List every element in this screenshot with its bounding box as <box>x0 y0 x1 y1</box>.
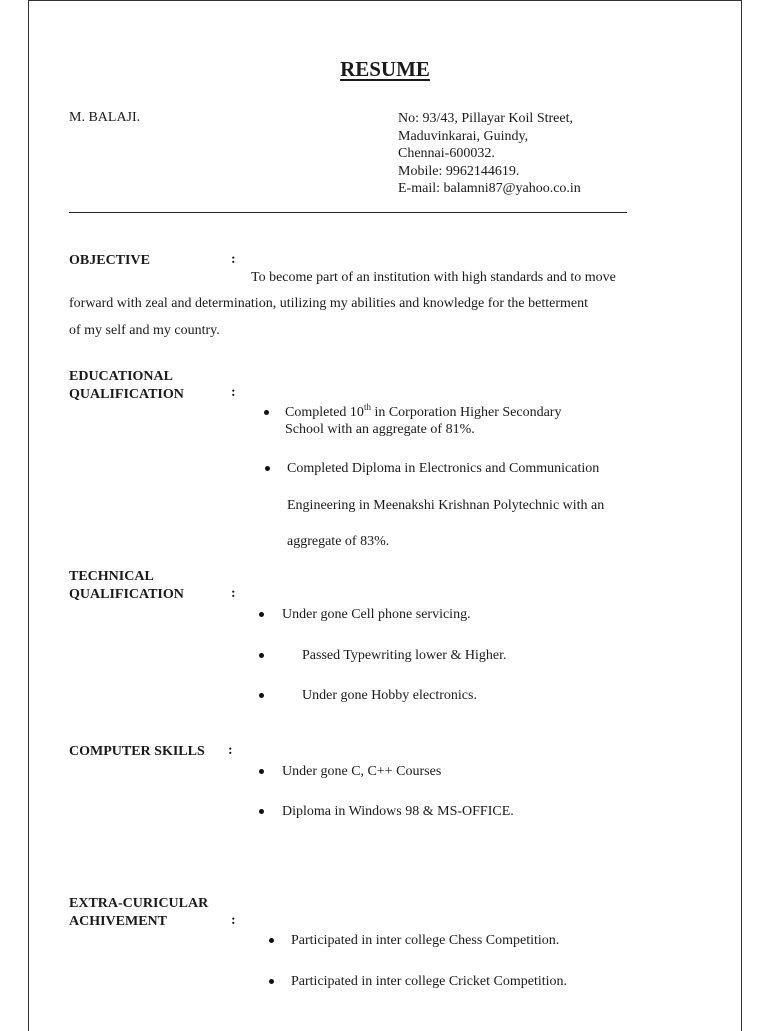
bullet-icon <box>259 653 264 658</box>
education-item-line: aggregate of 83%. <box>287 534 390 549</box>
computer-skill-item: Under gone C, C++ Courses <box>282 764 442 779</box>
education-item: Completed 10th in Corporation Higher Secondary School with an aggregate of 81%. <box>285 402 562 437</box>
technical-item: Passed Typewriting lower & Higher. <box>302 648 507 663</box>
resume-page <box>28 0 742 1031</box>
bullet-icon <box>259 809 264 814</box>
computer-skill-item: Diploma in Windows 98 & MS-OFFICE. <box>282 804 514 819</box>
technical-item: Under gone Cell phone servicing. <box>282 607 471 622</box>
technical-colon: : <box>231 586 236 601</box>
bullet-icon <box>259 612 264 617</box>
technical-heading: TECHNICAL QUALIFICATION <box>69 569 184 602</box>
contact-block <box>398 110 581 198</box>
mobile-number: Mobile: 9962144619. <box>398 163 520 179</box>
objective-text-line: To become part of an institution with high standards and to move <box>251 270 616 285</box>
candidate-name: M. BALAJI. <box>69 110 141 125</box>
bullet-icon <box>259 693 264 698</box>
objective-text-line: forward with zeal and determination, utilizing my abilities and knowledge for the betterment <box>69 296 589 311</box>
education-item: Completed Diploma in Electronics and Communication <box>287 461 600 476</box>
objective-heading: OBJECTIVE <box>69 253 150 268</box>
bullet-icon <box>259 769 264 774</box>
objective-colon: : <box>231 252 236 267</box>
bullet-icon <box>269 938 274 943</box>
resume-title: RESUME <box>340 57 430 81</box>
address-line: No: 93/43, Pillayar Koil Street, <box>398 111 573 126</box>
address-line: Maduvinkarai, Guindy, <box>398 128 529 144</box>
bullet-icon <box>269 979 274 984</box>
address-line: Chennai-600032. <box>398 146 495 161</box>
education-colon: : <box>231 385 236 400</box>
education-item-line: Engineering in Meenakshi Krishnan Polytechnic with an <box>287 498 605 513</box>
achievement-item: Participated in inter college Chess Competition. <box>291 933 560 948</box>
technical-item: Under gone Hobby electronics. <box>302 688 477 703</box>
bullet-icon <box>265 466 270 471</box>
header-divider <box>69 212 627 213</box>
bullet-icon <box>264 410 269 415</box>
email-address: E-mail: balamni87@yahoo.co.in <box>398 181 581 196</box>
computer-skills-heading: COMPUTER SKILLS <box>69 744 205 759</box>
extra-curricular-heading: EXTRA-CURICULAR ACHIVEMENT <box>69 896 209 929</box>
computer-skills-colon: : <box>228 743 233 758</box>
achievement-item: Participated in inter college Cricket Competition. <box>291 974 568 989</box>
objective-text-line: of my self and my country. <box>69 323 220 338</box>
extra-curricular-colon: : <box>231 913 236 928</box>
education-heading: EDUCATIONAL QUALIFICATION <box>69 369 184 402</box>
